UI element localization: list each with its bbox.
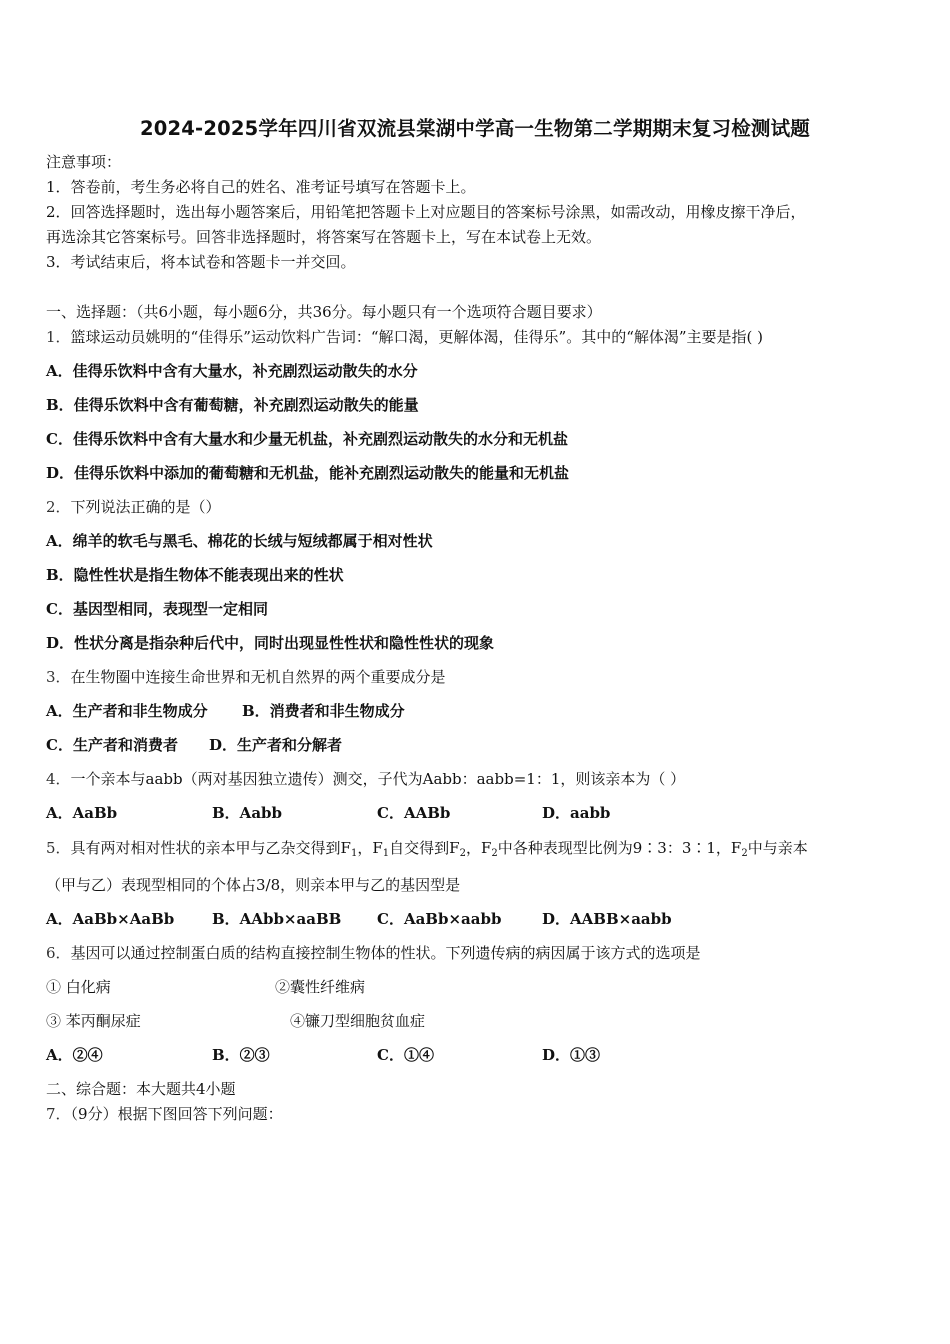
q2-option-a: A．绵羊的软毛与黑毛、棉花的长绒与短绒都属于相对性状: [46, 532, 433, 550]
notes-heading: 注意事项：: [46, 153, 122, 171]
q2-option-c: C．基因型相同，表现型一定相同: [46, 600, 268, 618]
question-1: [46, 327, 763, 347]
q4-option-b: B．Aabb: [212, 804, 283, 822]
q3-option-b: B．消费者和非生物成分: [242, 702, 405, 720]
q4-option-c: C．AABb: [377, 804, 451, 822]
q2-option-d: D．性状分离是指杂种后代中，同时出现显性性状和隐性性状的现象: [46, 634, 495, 652]
question-number: 6．: [46, 944, 71, 962]
note-item: 1．答卷前，考生务必将自己的姓名、准考证号填写在答题卡上。: [46, 178, 476, 196]
question-stem: 篮球运动员姚明的“佳得乐”运动饮料广告词：“解口渴，更解体渴，佳得乐”。其中的“解体渴”主要是指( ): [70, 328, 764, 346]
question-stem: 基因可以通过控制蛋白质的结构直接控制生物体的性状。下列遗传病的病因属于该方式的选项是: [70, 944, 701, 962]
q5-option-c: C．AaBb×aabb: [377, 910, 502, 928]
question-number: 3．: [46, 668, 71, 686]
question-number: 4．: [46, 770, 71, 788]
question-3: [46, 667, 446, 687]
q6-item-3: ③ 苯丙酮尿症: [46, 1012, 141, 1030]
note-item: 2．回答选择题时，选出每小题答案后，用铅笔把答题卡上对应题目的答案标号涂黑，如需改动，用橡皮擦干净后，: [46, 203, 806, 221]
question-5: [46, 838, 808, 858]
question-stem: ，F: [465, 839, 492, 857]
subscript: 1: [350, 848, 358, 859]
question-number: 5．: [46, 839, 71, 857]
subscript: 2: [459, 848, 466, 859]
q5-option-a: A．AaBb×AaBb: [46, 910, 175, 928]
subscript: 2: [491, 848, 498, 859]
exam-title: 2024-2025学年四川省双流县棠湖中学高一生物第二学期期末复习检测试题: [139, 117, 811, 140]
question-5-line2: （甲与乙）表现型相同的个体占3/8，则亲本甲与乙的基因型是: [46, 876, 461, 894]
q6-item-2: ②囊性纤维病: [275, 978, 366, 996]
question-number: 7．: [46, 1105, 71, 1123]
question-2: [46, 497, 221, 517]
q1-option-a: A．佳得乐饮料中含有大量水，补充剧烈运动散失的水分: [46, 362, 418, 380]
question-stem: 自交得到F: [389, 839, 460, 857]
note-item: 3．考试结束后，将本试卷和答题卡一并交回。: [46, 253, 356, 271]
q3-option-a: A．生产者和非生物成分: [46, 702, 208, 720]
q6-option-a: A．②④: [46, 1046, 103, 1064]
q4-option-a: A．AaBb: [46, 804, 118, 822]
q3-option-c: C．生产者和消费者: [46, 736, 178, 754]
q1-option-b: B．佳得乐饮料中含有葡萄糖，补充剧烈运动散失的能量: [46, 396, 419, 414]
subscript: 1: [382, 848, 390, 859]
note-item: 再选涂其它答案标号。回答非选择题时，将答案写在答题卡上，写在本试卷上无效。: [46, 228, 602, 246]
question-6: [46, 943, 701, 963]
question-stem: 中与亲本: [747, 839, 808, 857]
q5-option-b: B．AAbb×aaBB: [212, 910, 342, 928]
question-stem: 一个亲本与aabb（两对基因独立遗传）测交，子代为Aabb：aabb=1：1，则该亲本为（ ）: [70, 770, 686, 788]
subscript: 2: [741, 848, 748, 859]
question-4: [46, 769, 685, 789]
question-stem: 中各种表现型比例为9∶3：3∶1，F: [497, 839, 742, 857]
question-7: [46, 1104, 283, 1124]
q6-option-d: D．①③: [542, 1046, 601, 1064]
section1-heading: 一、选择题：（共6小题，每小题6分，共36分。每小题只有一个选项符合题目要求）: [46, 303, 602, 321]
q6-option-c: C．①④: [377, 1046, 434, 1064]
q2-option-b: B．隐性性状是指生物体不能表现出来的性状: [46, 566, 344, 584]
q6-item-1: ① 白化病: [46, 978, 111, 996]
question-number: 1．: [46, 328, 71, 346]
question-stem: 具有两对相对性状的亲本甲与乙杂交得到F: [70, 839, 351, 857]
question-stem: 在生物圈中连接生命世界和无机自然界的两个重要成分是: [70, 668, 446, 686]
q3-option-d: D．生产者和分解者: [209, 736, 343, 754]
question-stem: ，F: [357, 839, 383, 857]
section2-heading: 二、综合题：本大题共4小题: [46, 1080, 236, 1098]
q6-option-b: B．②③: [212, 1046, 270, 1064]
q4-option-d: D．aabb: [542, 804, 611, 822]
q1-option-c: C．佳得乐饮料中含有大量水和少量无机盐，补充剧烈运动散失的水分和无机盐: [46, 430, 568, 448]
q5-option-d: D．AABB×aabb: [542, 910, 672, 928]
question-stem: 下列说法正确的是（）: [70, 498, 221, 516]
q1-option-d: D．佳得乐饮料中添加的葡萄糖和无机盐，能补充剧烈运动散失的能量和无机盐: [46, 464, 570, 482]
q6-item-4: ④镰刀型细胞贫血症: [290, 1012, 426, 1030]
question-stem: （9分）根据下图回答下列问题：: [70, 1105, 283, 1123]
question-number: 2．: [46, 498, 71, 516]
